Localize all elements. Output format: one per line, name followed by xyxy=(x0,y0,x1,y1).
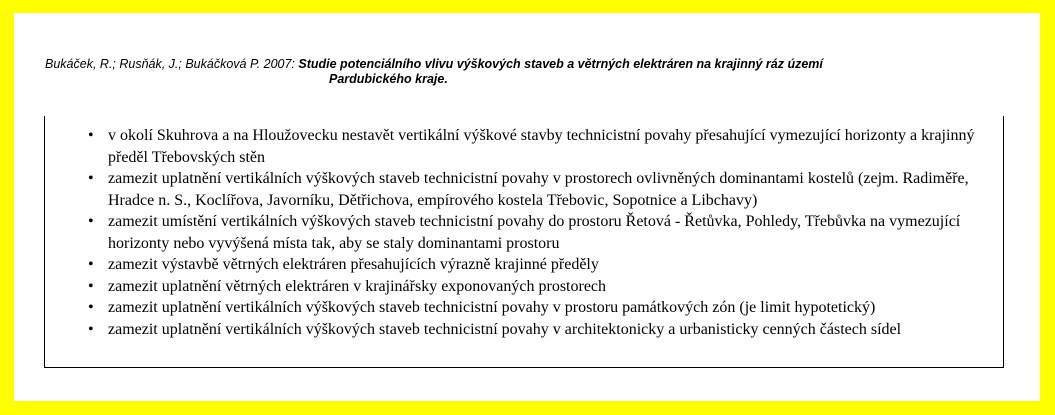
bullet-icon: • xyxy=(88,127,94,144)
bullet-icon: • xyxy=(88,320,94,338)
citation-authors: Bukáček, R.; Rusňák, J.; Bukáčková P. 2007: xyxy=(45,57,299,71)
list-item-text: zamezit uplatnění vertikálních výškových staveb technicistní povahy v architektonicky a urbanisticky cenných částech sídel xyxy=(108,320,902,338)
list-item xyxy=(45,125,1003,168)
list-item-text: zamezit uplatnění vertikálních výškových staveb technicistní povahy v prostorech ovlivněných dominantami kostelů (zejm. Radiměře, Hradce n. S., Koclířova, Javorníku, Dětřichova, empírového kostela Třebovic, Sopotnice a Libchavy) xyxy=(108,170,969,209)
list-item-text: v okolí Skuhrova a na Hloužovecku nestavět vertikální výškové stavby technicistní povahy přesahující vymezující horizonty a krajinný předěl Třebovských stěn xyxy=(108,127,975,166)
list-item xyxy=(45,276,1003,298)
bullet-icon: • xyxy=(88,277,94,295)
bullet-list-box xyxy=(44,116,1004,368)
list-item-text: zamezit uplatnění vertikálních výškových staveb technicistní povahy v prostoru památkových zón (je limit hypotetický) xyxy=(108,299,876,316)
list-item-text: zamezit umístění vertikálních výškových staveb technicistní povahy do prostoru Řetová - Řetůvka, Pohledy, Třebůvka na vymezující horizonty nebo vyvýšená místa tak, aby se staly dominantami prostoru xyxy=(108,213,961,252)
list-item-text: zamezit výstavbě větrných elektráren přesahujících výrazně krajinné předěly xyxy=(108,256,599,273)
list-item xyxy=(45,319,1003,341)
bullet-icon: • xyxy=(88,170,94,187)
citation-header xyxy=(45,57,1005,87)
bullet-icon: • xyxy=(88,256,94,273)
list-item xyxy=(45,168,1003,211)
list-item xyxy=(45,254,1003,276)
citation-title-continued: Pardubického kraje. xyxy=(329,72,448,86)
bullet-icon: • xyxy=(88,299,94,316)
citation-title: Studie potenciálního vlivu výškových staveb a větrných elektráren na krajinný ráz území xyxy=(298,57,823,71)
list-item xyxy=(45,297,1003,319)
recommendation-list xyxy=(45,125,1003,340)
document-page xyxy=(14,13,1040,401)
list-item xyxy=(45,211,1003,254)
list-item-text: zamezit uplatnění větrných elektráren v krajinářsky exponovaných prostorech xyxy=(108,277,607,295)
bullet-icon: • xyxy=(88,213,94,230)
